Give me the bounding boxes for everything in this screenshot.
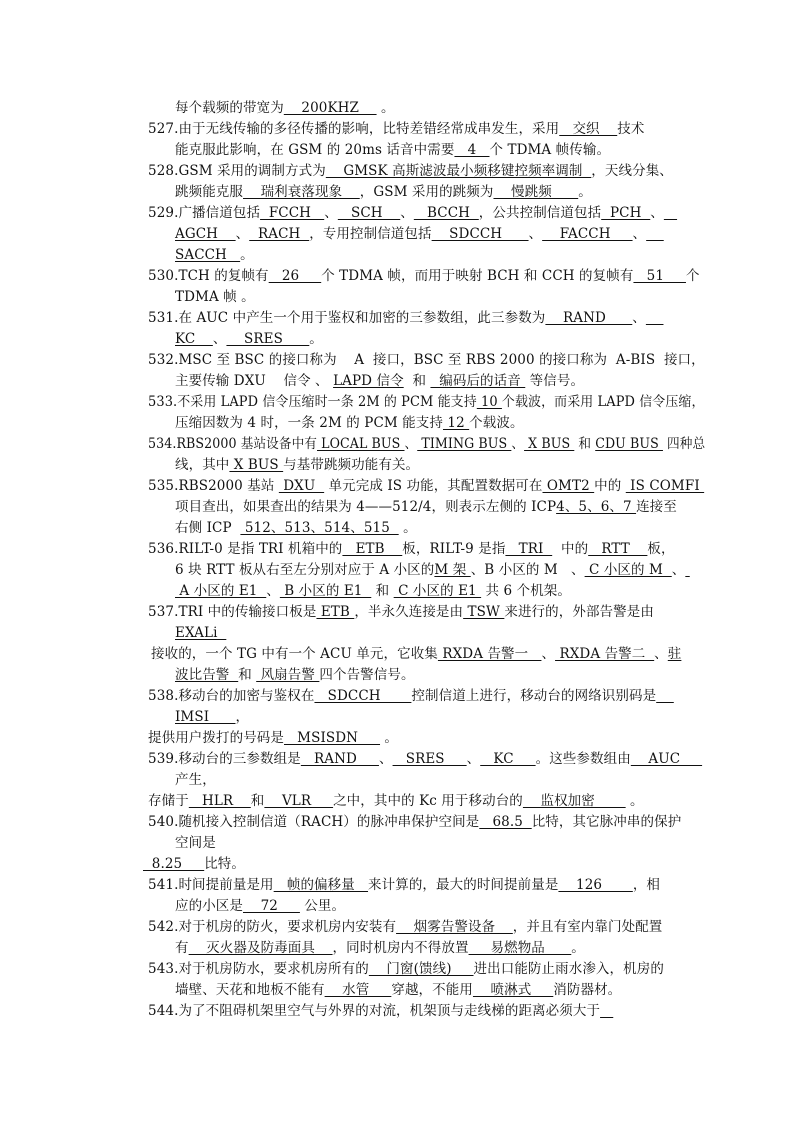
text-segment: 墙壁、天花和地板不能有: [175, 982, 325, 998]
underlined-answer: 风扇告警: [256, 667, 320, 683]
text-line: [148, 688, 674, 704]
text-segment: 应的小区是: [175, 898, 243, 914]
underlined-answer: [646, 226, 664, 242]
text-line: [175, 142, 610, 158]
text-segment: 6 块 RTT 板从右至左分别对应于 A 小区的: [175, 562, 435, 578]
text-segment: 、: [654, 646, 668, 662]
text-segment: 531.在 AUC 中产生一个用于鉴权和加密的三参数组，此三参数为: [148, 310, 546, 326]
underlined-answer: 监权加密: [522, 793, 626, 809]
text-line: [175, 415, 524, 431]
text-line: [175, 625, 226, 641]
underlined-answer: HLR: [188, 793, 251, 809]
underlined-answer: 波比告警: [175, 667, 239, 683]
text-segment: 536.RILT-0 是指 TRI 机箱中的: [148, 541, 343, 557]
underlined-answer: SDCCH: [431, 226, 529, 242]
text-line: [148, 121, 644, 137]
text-segment: 跳频能克服: [175, 184, 243, 200]
underlined-answer: 68.5: [479, 814, 532, 830]
underlined-answer: B 小区的 E1: [279, 583, 372, 599]
underlined-answer: SRES: [392, 751, 467, 767]
text-line: [148, 877, 660, 893]
underlined-answer: 灭火器及防毒面具: [188, 940, 333, 956]
text-segment: 544.为了不阻碍机架里空气与外界的对流，机架顶与走线梯的距离必须大于: [148, 1003, 601, 1019]
underlined-answer: 4: [454, 142, 490, 158]
underlined-answer: C 小区的 E1: [393, 583, 482, 599]
underlined-answer: 瑞利衰落现象: [243, 184, 360, 200]
underlined-answer: ETB: [316, 604, 355, 620]
underlined-answer: X BUS: [229, 457, 284, 473]
underlined-answer: KC: [480, 751, 536, 767]
text-segment: 之中，其中的 Kc 用于移动台的: [333, 793, 523, 809]
text-line: [175, 373, 584, 389]
text-segment: 和: [403, 373, 431, 389]
text-segment: 来计算的，最大的时间提前量是: [368, 877, 559, 893]
text-segment: 共 6 个机架。: [481, 583, 571, 599]
text-segment: 和: [574, 436, 596, 452]
text-line: [148, 436, 705, 452]
underlined-answer: AUC: [630, 751, 703, 767]
text-segment: 、: [266, 583, 280, 599]
text-segment: 和: [250, 793, 265, 809]
text-line: [175, 583, 571, 599]
underlined-answer: C 小区的 M: [584, 562, 672, 578]
underlined-answer: 门窗(馈线): [368, 961, 474, 977]
underlined-answer: SRES: [226, 331, 310, 347]
underlined-answer: 慢跳频: [493, 184, 579, 200]
underlined-answer: RTT: [588, 541, 648, 557]
text-segment: 。这些参数组由: [535, 751, 631, 767]
text-line: [175, 562, 690, 578]
underlined-answer: 编码后的话音: [430, 373, 526, 389]
text-segment: 产生，: [175, 772, 216, 788]
text-segment: 。: [398, 520, 417, 536]
text-segment: 技术: [617, 121, 645, 137]
text-segment: 单元完成 IS 功能，其配置数据可在: [324, 478, 543, 494]
underlined-answer: ETB: [342, 541, 403, 557]
text-line: [151, 646, 681, 662]
text-line: [175, 457, 419, 473]
underlined-answer: RACH: [249, 226, 310, 242]
text-segment: 右侧 ICP: [175, 520, 241, 536]
underlined-answer: OMT2: [542, 478, 595, 494]
text-segment: 连接至: [636, 499, 677, 515]
underlined-answer: DXU: [278, 478, 325, 494]
underlined-answer: [656, 688, 674, 704]
underlined-answer: SACCH: [175, 247, 241, 263]
text-segment: 比特，其它脉冲串的保护: [531, 814, 682, 830]
text-segment: 、: [400, 205, 414, 221]
text-segment: 中的: [552, 541, 589, 557]
text-segment: 527.由于无线传输的多径传播的影响，比特差错经常成串发生，采用: [148, 121, 560, 137]
text-segment: ，并且有室内靠门处配置: [512, 919, 663, 935]
underlined-answer: 512、513、514、515: [240, 520, 399, 536]
text-line: [175, 499, 677, 515]
text-segment: 。: [309, 331, 323, 347]
text-segment: 四种总: [662, 436, 706, 452]
underlined-answer: [600, 1003, 613, 1019]
text-segment: 线，其中: [175, 457, 230, 473]
text-segment: 穿越，不能用: [391, 982, 473, 998]
text-segment: 528.GSM 采用的调制方式为: [148, 163, 326, 179]
text-segment: 543.对于机房防水，要求机房所有的: [148, 961, 369, 977]
underlined-answer: LOCAL BUS: [317, 436, 405, 452]
underlined-answer: 51: [633, 268, 686, 284]
text-line: [148, 163, 673, 179]
underlined-answer: 8.25: [143, 856, 205, 872]
text-segment: ，: [235, 709, 250, 725]
underlined-answer: 水管: [324, 982, 392, 998]
text-segment: 。: [571, 940, 585, 956]
text-segment: 、: [528, 226, 543, 242]
text-segment: 。: [380, 730, 399, 746]
text-line: [148, 394, 705, 410]
underlined-answer: FACCH: [542, 226, 633, 242]
text-segment: 板，RILT-9 是指: [402, 541, 506, 557]
text-segment: 、: [466, 751, 481, 767]
text-segment: ，同时机房内不得放置: [332, 940, 469, 956]
text-line: [148, 478, 704, 494]
text-line: [148, 205, 677, 221]
text-segment: ，GSM 采用的跳频为: [359, 184, 494, 200]
text-segment: 、: [378, 751, 393, 767]
underlined-answer: [685, 562, 689, 578]
text-segment: 比特。: [204, 856, 246, 872]
text-line: [175, 100, 395, 116]
text-segment: ，半永久连接是由: [354, 604, 464, 620]
underlined-answer: GMSK 高斯滤波最小频移键控频率调制: [325, 163, 592, 179]
text-segment: 主要传输 DXU 信令 、: [175, 373, 334, 389]
text-segment: ，公共控制信道包括: [478, 205, 602, 221]
text-segment: 个载波，而采用 LAPD 信令压缩，: [501, 394, 705, 410]
text-segment: 533.不采用 LAPD 信令压缩时一条 2M 的 PCM 能支持: [148, 394, 477, 410]
underlined-answer: X BUS: [524, 436, 575, 452]
underlined-answer: A 小区的 E1: [175, 583, 267, 599]
text-segment: 能克服此影响，在 GSM 的 20ms 话音中需要: [175, 142, 455, 158]
underlined-answer: KC: [175, 331, 213, 347]
text-line: [148, 541, 675, 557]
text-line: [148, 352, 705, 368]
text-line: [175, 772, 216, 788]
underlined-answer: 喷淋式: [472, 982, 554, 998]
text-segment: 539.移动台的三参数组是: [148, 751, 301, 767]
text-segment: 530.TCH 的复帧有: [148, 268, 269, 284]
text-line: [148, 961, 664, 977]
underlined-answer: IMSI: [175, 709, 236, 725]
underlined-answer: PCH: [601, 205, 651, 221]
underlined-answer: 帧的偏移量: [273, 877, 369, 893]
underlined-answer: RAND: [300, 751, 379, 767]
underlined-answer: 12: [442, 415, 470, 431]
text-segment: TDMA 帧 。: [175, 289, 255, 305]
text-segment: 538.移动台的加密与鉴权在: [148, 688, 315, 704]
underlined-answer: 72: [243, 898, 300, 914]
underlined-answer: IS COMFI: [625, 478, 705, 494]
text-segment: 。: [625, 793, 644, 809]
text-line: [175, 226, 664, 242]
underlined-answer: RXDA 告警一: [437, 646, 542, 662]
text-segment: 板，: [647, 541, 675, 557]
text-segment: 和: [238, 667, 257, 683]
text-segment: 、B 小区的 M 、: [470, 562, 585, 578]
underlined-answer: LAPD 信令: [333, 373, 404, 389]
text-segment: 个: [685, 268, 700, 284]
text-segment: 个 TDMA 帧，而用于映射 BCH 和 CCH 的复帧有: [321, 268, 634, 284]
underlined-answer: [646, 310, 664, 326]
text-segment: 四个告警信号。: [319, 667, 415, 683]
text-segment: 、: [212, 331, 227, 347]
text-segment: 项目查出，如果查出的结果为 4——512/4，则表示左侧的 ICP: [175, 499, 557, 515]
text-segment: 、: [650, 205, 664, 221]
text-segment: 、: [404, 436, 418, 452]
underlined-answer: 交织: [559, 121, 618, 137]
text-segment: 公里。: [299, 898, 346, 914]
text-line: [175, 289, 255, 305]
underlined-answer: TIMING BUS: [417, 436, 512, 452]
underlined-answer: CDU BUS: [595, 436, 663, 452]
underlined-answer: SCH: [337, 205, 401, 221]
underlined-answer: 126: [558, 877, 633, 893]
text-segment: 与基带跳频功能有关。: [283, 457, 420, 473]
underlined-answer: TRI: [505, 541, 553, 557]
text-line: [143, 856, 245, 872]
text-line: [148, 814, 681, 830]
text-line: [175, 835, 216, 851]
underlined-answer: BCCH: [413, 205, 479, 221]
text-segment: 。: [578, 184, 592, 200]
text-line: [175, 520, 417, 536]
text-line: [175, 184, 592, 200]
underlined-answer: RXDA 告警二: [555, 646, 655, 662]
text-line: [148, 751, 702, 767]
underlined-answer: SDCCH: [314, 688, 412, 704]
text-segment: 有: [175, 940, 189, 956]
text-segment: 、: [541, 646, 556, 662]
text-line: [148, 268, 700, 284]
text-segment: ，天线分集、: [591, 163, 673, 179]
text-segment: 压缩因数为 4 时，一条 2M 的 PCM 能支持: [175, 415, 443, 431]
text-segment: 534.RBS2000 基站设备中有: [148, 436, 318, 452]
text-line: [148, 919, 662, 935]
text-segment: 来进行的，外部告警是由: [504, 604, 654, 620]
text-segment: 、: [671, 562, 686, 578]
text-segment: 535.RBS2000 基站: [148, 478, 279, 494]
text-line: [148, 730, 398, 746]
text-segment: 、: [235, 226, 250, 242]
text-segment: 、: [632, 226, 647, 242]
text-segment: 。: [240, 247, 254, 263]
text-line: [148, 310, 663, 326]
text-segment: 个 TDMA 帧传输。: [489, 142, 611, 158]
text-line: [148, 604, 654, 620]
text-line: [175, 247, 254, 263]
text-segment: 空间是: [175, 835, 216, 851]
text-segment: 进出口能防止雨水渗入，机房的: [473, 961, 664, 977]
text-segment: 个载波。: [469, 415, 524, 431]
text-segment: 537.TRI 中的传输接口板是: [148, 604, 317, 620]
text-line: [175, 982, 621, 998]
text-segment: 等信号。: [525, 373, 585, 389]
underlined-answer: FCCH: [260, 205, 325, 221]
underlined-answer: 易燃物品: [468, 940, 572, 956]
text-line: [175, 709, 249, 725]
underlined-answer: 200KHZ: [283, 100, 377, 116]
underlined-answer: MSISDN: [284, 730, 381, 746]
underlined-answer: RAND: [545, 310, 633, 326]
text-segment: 。: [376, 100, 395, 116]
text-line: [175, 331, 323, 347]
text-segment: 540.随机接入控制信道（RACH）的脉冲串保护空间是: [148, 814, 480, 830]
text-line: [175, 940, 585, 956]
text-segment: 541.时间提前量是用: [148, 877, 274, 893]
text-segment: 中的: [594, 478, 626, 494]
text-line: [175, 667, 415, 683]
underlined-answer: AGCH: [175, 226, 236, 242]
underlined-answer: 烟雾告警设备: [396, 919, 513, 935]
underlined-answer: EXALi: [175, 625, 227, 641]
text-segment: 、: [511, 436, 525, 452]
underlined-answer: 驻: [667, 646, 682, 662]
text-segment: 存储于: [148, 793, 189, 809]
text-segment: 542.对于机房的防火，要求机房内安装有: [148, 919, 397, 935]
text-segment: 、: [632, 310, 646, 326]
underlined-answer: 4、5、6、7: [556, 499, 637, 515]
underlined-answer: TSW: [463, 604, 505, 620]
text-segment: 529.广播信道包括: [148, 205, 261, 221]
text-segment: 和: [371, 583, 394, 599]
text-segment: 每个载频的带宽为: [175, 100, 284, 116]
underlined-answer: 26: [268, 268, 322, 284]
text-segment: ，相: [632, 877, 661, 893]
text-segment: 提供用户拨打的号码是: [148, 730, 284, 746]
underlined-answer: VLR: [264, 793, 334, 809]
underlined-answer: [664, 205, 677, 221]
text-segment: 接收的，一个 TG 中有一个 ACU 单元，它收集: [151, 646, 438, 662]
text-line: [175, 898, 345, 914]
text-segment: 532.MSC 至 BSC 的接口称为 A 接口，BSC 至 RBS 2000 的接口称为 A-BIS 接口，: [148, 352, 705, 368]
text-segment: ，专用控制信道包括: [309, 226, 432, 242]
text-segment: 控制信道上进行，移动台的网络识别码是: [411, 688, 657, 704]
text-segment: 、: [324, 205, 338, 221]
text-segment: 消防器材。: [553, 982, 622, 998]
underlined-answer: 10: [476, 394, 502, 410]
underlined-answer: M 架: [434, 562, 471, 578]
text-line: [148, 793, 644, 809]
text-line: [148, 1003, 613, 1019]
